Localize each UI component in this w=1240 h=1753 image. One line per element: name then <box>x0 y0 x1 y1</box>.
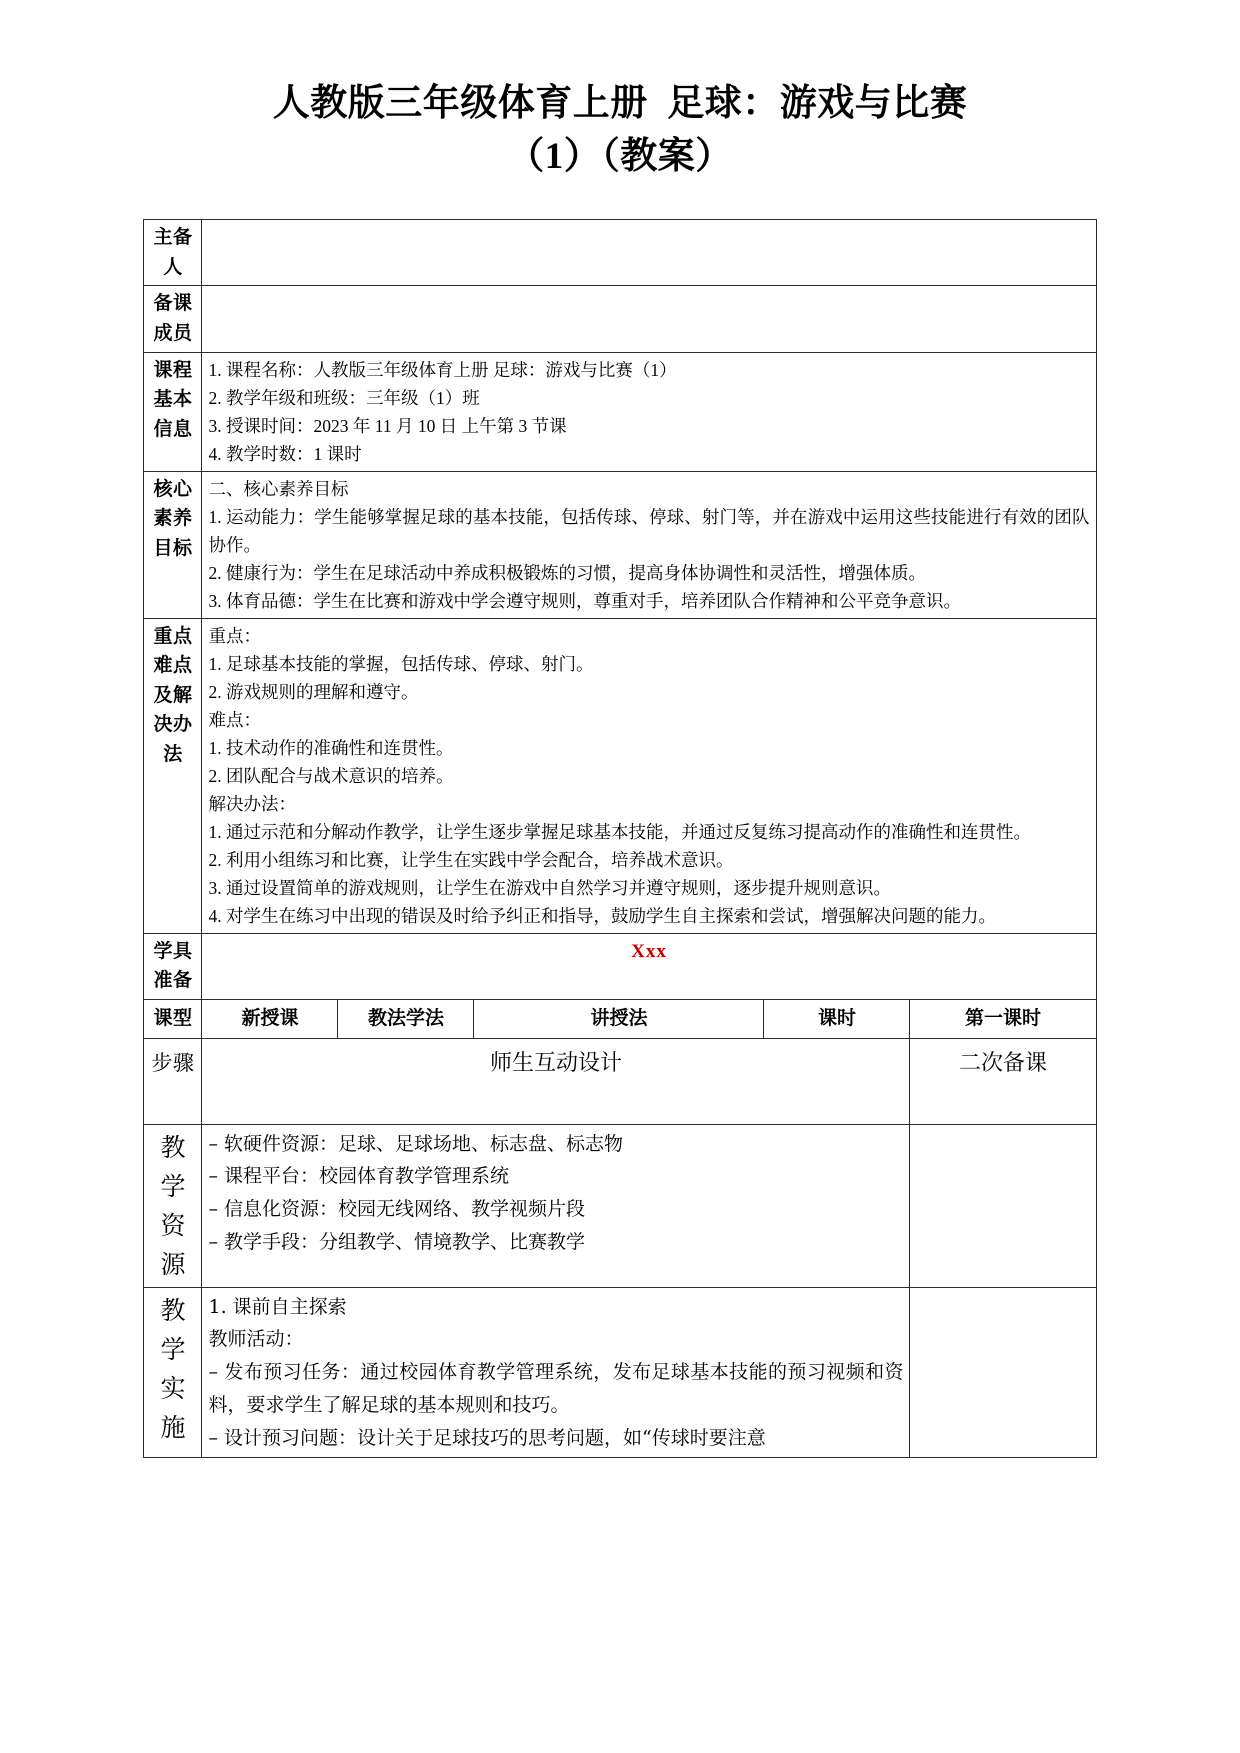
tools-prep-value: Xxx <box>631 940 667 962</box>
row-label-main-author: 主备人 <box>144 220 202 286</box>
key-difficult-content <box>202 618 1096 933</box>
key-difficult-line: 4. 对学生在练习中出现的错误及时给予纠正和指导，鼓励学生自主探索和尝试，增强解决问题的能力。 <box>208 905 996 926</box>
key-difficult-line: 解决办法： <box>208 793 296 814</box>
table-row-tools-prep <box>144 933 1096 999</box>
resource-item: – 信息化资源：校园无线网络、教学视频片段 <box>208 1198 586 1221</box>
table-row-teaching-implementation <box>144 1287 1096 1457</box>
label-char: 及解 <box>153 684 193 706</box>
table-row-main-author <box>144 220 1096 286</box>
main-author-value[interactable] <box>202 220 1096 286</box>
label-char: 课程 <box>153 359 193 381</box>
row-label-key-difficult <box>144 618 202 933</box>
page-title <box>0 0 1240 183</box>
table-row-teaching-resources <box>144 1124 1096 1287</box>
period-value[interactable]: 第一课时 <box>910 999 1096 1038</box>
row-label-teaching-implementation <box>144 1287 202 1457</box>
label-char: 信息 <box>153 418 193 440</box>
row-label-core-literacy <box>144 471 202 618</box>
implementation-line: 1. 课前自主探索 <box>208 1295 347 1318</box>
label-char: 施 <box>160 1412 186 1442</box>
key-difficult-line: 重点： <box>208 625 261 646</box>
label-char: 重点 <box>153 625 193 647</box>
key-difficult-line: 2. 团队配合与战术意识的培养。 <box>208 765 454 786</box>
course-info-content <box>202 352 1096 471</box>
class-type-value[interactable]: 新授课 <box>202 999 338 1038</box>
label-char: 难点 <box>153 655 193 677</box>
label-char: 学 <box>160 1334 186 1364</box>
key-difficult-line: 3. 通过设置简单的游戏规则，让学生在游戏中自然学习并遵守规则，逐步提升规则意识。 <box>208 877 891 898</box>
label-char: 目标 <box>153 537 193 559</box>
implementation-line: 教师活动： <box>208 1328 304 1351</box>
label-char: 学 <box>160 1171 186 1201</box>
core-literacy-line: 1. 运动能力：学生能够掌握足球的基本技能，包括传球、停球、射门等，并在游戏中运用这些技能进行有效的团队协作。 <box>208 506 1090 555</box>
row-label-prep-members <box>144 286 202 352</box>
teaching-resources-second-prep[interactable] <box>910 1124 1096 1287</box>
label-char: 源 <box>160 1249 186 1279</box>
teaching-implementation-second-prep[interactable] <box>910 1287 1096 1457</box>
teaching-method-value[interactable]: 讲授法 <box>474 999 764 1038</box>
prep-members-value[interactable] <box>202 286 1096 352</box>
label-char: 资 <box>160 1210 186 1240</box>
core-literacy-line: 2. 健康行为：学生在足球活动中养成积极锻炼的习惯，提高身体协调性和灵活性，增强体质。 <box>208 562 926 583</box>
resource-item: – 软硬件资源：足球、足球场地、标志盘、标志物 <box>208 1132 624 1155</box>
title-line-1: 人教版三年级体育上册 足球：游戏与比赛 <box>272 83 968 124</box>
key-difficult-line: 2. 游戏规则的理解和遵守。 <box>208 681 419 702</box>
label-char: 教 <box>160 1132 186 1162</box>
label-char: 备课 <box>153 293 193 315</box>
lesson-plan-table <box>143 219 1096 1458</box>
second-prep-header: 二次备课 <box>910 1038 1096 1124</box>
table-row-steps-header <box>144 1038 1096 1124</box>
title-line-2: （1）（教案） <box>507 135 733 177</box>
label-char: 素养 <box>153 508 193 530</box>
table-row-key-difficult <box>144 618 1096 933</box>
implementation-line: – 设计预习问题：设计关于足球技巧的思考问题，如“传球时要注意 <box>208 1426 766 1449</box>
row-label-steps: 步骤 <box>144 1038 202 1124</box>
label-char: 实 <box>160 1373 186 1403</box>
row-label-class-type: 课型 <box>144 999 202 1038</box>
period-label: 课时 <box>764 999 910 1038</box>
core-literacy-line: 二、核心素养目标 <box>208 478 349 499</box>
label-char: 决办 <box>153 714 193 736</box>
tools-prep-cell[interactable] <box>202 933 1096 999</box>
row-label-tools-prep <box>144 933 202 999</box>
label-char: 学具 <box>153 940 193 962</box>
table-row-course-info <box>144 352 1096 471</box>
label-char: 核心 <box>153 478 193 500</box>
key-difficult-line: 1. 通过示范和分解动作教学，让学生逐步掌握足球基本技能，并通过反复练习提高动作的准确性和连贯性。 <box>208 821 1031 842</box>
label-char: 准备 <box>153 970 193 992</box>
key-difficult-line: 1. 足球基本技能的掌握，包括传球、停球、射门。 <box>208 653 594 674</box>
key-difficult-line: 2. 利用小组练习和比赛，让学生在实践中学会配合，培养战术意识。 <box>208 849 734 870</box>
row-label-teaching-resources <box>144 1124 202 1287</box>
course-info-line: 3. 授课时间：2023 年 11 月 10 日 上午第 3 节课 <box>208 415 567 436</box>
interaction-design-header: 师生互动设计 <box>202 1038 910 1124</box>
row-label-course-info <box>144 352 202 471</box>
implementation-line: – 发布预习任务：通过校园体育教学管理系统，发布足球基本技能的预习视频和资料，要求学生了解足球的基本规则和技巧。 <box>208 1361 904 1416</box>
key-difficult-line: 1. 技术动作的准确性和连贯性。 <box>208 737 454 758</box>
teaching-implementation-content <box>202 1287 910 1457</box>
course-info-line: 2. 教学年级和班级：三年级（1）班 <box>208 387 480 408</box>
core-literacy-line: 3. 体育品德：学生在比赛和游戏中学会遵守规则，尊重对手，培养团队合作精神和公平竞争意识。 <box>208 590 961 611</box>
teaching-resources-content <box>202 1124 910 1287</box>
key-difficult-line: 难点： <box>208 709 261 730</box>
table-row-core-literacy <box>144 471 1096 618</box>
resource-item: – 教学手段：分组教学、情境教学、比赛教学 <box>208 1230 586 1253</box>
teaching-method-label: 教法学法 <box>338 999 474 1038</box>
table-row-class-type <box>144 999 1096 1038</box>
label-char: 成员 <box>153 322 193 344</box>
core-literacy-content <box>202 471 1096 618</box>
label-char: 基本 <box>153 389 193 411</box>
label-char: 教 <box>160 1295 186 1325</box>
course-info-line: 4. 教学时数：1 课时 <box>208 443 362 464</box>
course-info-line: 1. 课程名称：人教版三年级体育上册 足球：游戏与比赛（1） <box>208 359 677 380</box>
resource-item: – 课程平台：校园体育教学管理系统 <box>208 1165 510 1188</box>
table-row-prep-members <box>144 286 1096 352</box>
label-char: 法 <box>163 744 183 766</box>
